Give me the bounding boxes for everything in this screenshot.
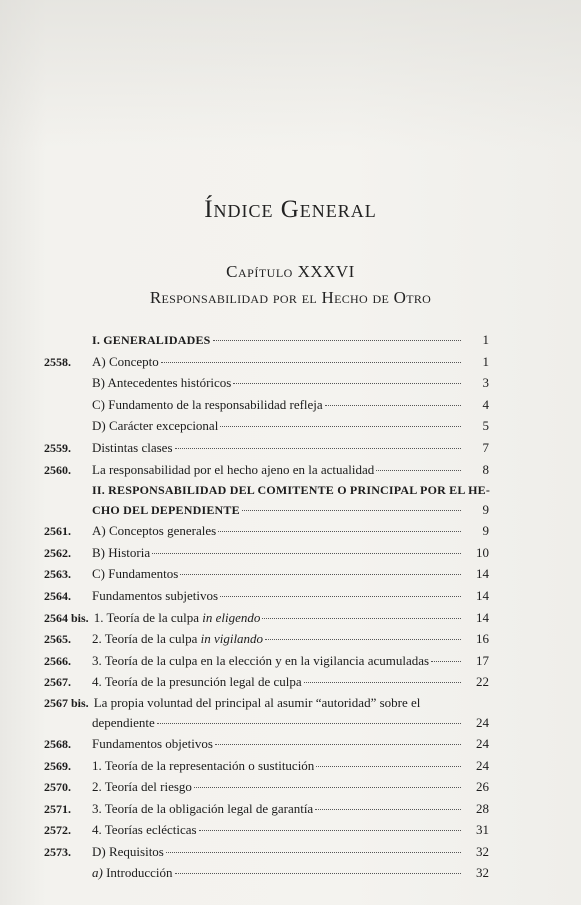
dot-leader: [161, 362, 461, 363]
entry-text: B) Historia: [92, 544, 151, 560]
toc-entry: [44, 671, 489, 693]
entry-number: 2566.: [44, 653, 71, 668]
toc-entry: [44, 415, 489, 437]
entry-text: D) Carácter excepcional: [92, 418, 219, 434]
entry-page: 9: [482, 523, 489, 539]
entry-text: 1. Teoría de la culpa in eligendo: [93, 609, 261, 625]
entry-number: 2569.: [44, 758, 71, 773]
entry-page: 32: [476, 865, 489, 881]
toc-entry: [44, 841, 489, 863]
entry-page: 1: [482, 332, 489, 347]
entry-text: 3. Teoría de la obligación legal de garantía: [92, 800, 314, 816]
toc-entry: [44, 563, 489, 585]
dot-leader: [194, 787, 461, 788]
entry-page: 16: [476, 631, 489, 647]
entry-text: 3. Teoría de la culpa en la elección y en la vigilancia acumuladas: [92, 652, 430, 668]
entry-page: 1: [482, 353, 489, 369]
dot-leader: [265, 639, 461, 640]
dot-leader: [152, 553, 461, 554]
dot-leader: [220, 596, 461, 597]
dot-leader: [376, 470, 461, 471]
entry-number: 2571.: [44, 801, 71, 816]
dot-leader: [157, 723, 461, 724]
dot-leader: [166, 852, 461, 853]
entry-text: dependiente: [92, 714, 155, 730]
entry-text: Fundamentos subjetivos: [92, 587, 219, 603]
dot-leader: [175, 873, 461, 874]
entry-text: D) Requisitos: [92, 843, 164, 859]
toc-entry: [44, 520, 489, 542]
toc-entry: [44, 329, 489, 351]
entry-page: 24: [476, 757, 489, 773]
chapter-heading: Capítulo XXXVI: [226, 262, 355, 281]
entry-text: La responsabilidad por el hecho ajeno en la actualidad: [92, 461, 375, 477]
section-heading-text: CHO DEL DEPENDIENTE: [92, 503, 240, 518]
toc-entry: [44, 755, 489, 777]
entry-text: C) Fundamentos: [92, 566, 179, 582]
toc-entry: [44, 650, 489, 672]
entry-number: 2563.: [44, 567, 71, 582]
toc-entry: [44, 372, 489, 394]
toc-entry: [44, 542, 489, 564]
entry-text: 1. Teoría de la representación o sustitución: [92, 757, 315, 773]
dot-leader: [304, 682, 461, 683]
dot-leader: [233, 383, 461, 384]
entry-page: 31: [476, 822, 489, 838]
dot-leader: [242, 510, 461, 511]
entry-number: 2564.: [44, 588, 71, 603]
toc-entry: [44, 733, 489, 755]
toc-entry: [44, 437, 489, 459]
entry-text: C) Fundamento de la responsabilidad refleja: [92, 396, 323, 412]
dot-leader: [431, 661, 461, 662]
entry-page: 22: [476, 674, 489, 690]
entry-page: 8: [482, 461, 489, 477]
toc-entry: [44, 459, 489, 481]
dot-leader: [218, 531, 461, 532]
index-title: Índice General: [204, 196, 377, 223]
dot-leader: [220, 426, 461, 427]
entry-page: 24: [476, 714, 489, 730]
entry-number: 2559.: [44, 440, 71, 455]
table-of-contents: [44, 329, 489, 884]
entry-text: 2. Teoría del riesgo: [92, 779, 192, 795]
toc-entry-line1: [44, 694, 489, 712]
entry-text: Fundamentos objetivos: [92, 735, 213, 751]
entry-text: I. GENERALIDADES: [92, 333, 211, 347]
entry-number: 2570.: [44, 780, 71, 795]
entry-number: 2567 bis.: [44, 695, 89, 710]
toc-entry: [44, 607, 489, 629]
section-heading-line1: [44, 481, 489, 499]
entry-page: 7: [482, 439, 489, 455]
entry-page: 10: [476, 544, 489, 560]
entry-text: La propia voluntad del principal al asumir “autoridad” sobre el: [93, 694, 421, 710]
toc-entry: [44, 585, 489, 607]
entry-number: 2562.: [44, 545, 71, 560]
entry-text: 4. Teorías eclécticas: [92, 822, 197, 838]
entry-number: 2561.: [44, 524, 71, 539]
entry-page: 32: [476, 843, 489, 859]
entry-page: 5: [482, 418, 489, 434]
dot-leader: [199, 830, 461, 831]
section-heading-line2: [44, 499, 489, 520]
entry-text: Distintas clases: [92, 439, 173, 455]
entry-text: A) Conceptos generales: [92, 523, 217, 539]
entry-page: 14: [476, 566, 489, 582]
entry-text: 2. Teoría de la culpa in vigilando: [92, 631, 264, 647]
section-heading-text: II. RESPONSABILIDAD DEL COMITENTE O PRINCIPAL POR EL HE-: [92, 483, 491, 498]
entry-number: 2560.: [44, 462, 71, 477]
toc-entry: [44, 862, 489, 884]
entry-text: A) Concepto: [92, 353, 159, 369]
toc-entry: [44, 351, 489, 373]
entry-number: 2565.: [44, 632, 71, 647]
entry-page: 17: [476, 652, 489, 668]
entry-page: 26: [476, 779, 489, 795]
entry-number: 2572.: [44, 823, 71, 838]
entry-page: 14: [476, 609, 489, 625]
dot-leader: [213, 340, 461, 341]
bleed-through-shadow: [0, 0, 581, 150]
toc-entry: [44, 394, 489, 416]
entry-page: 3: [482, 375, 489, 391]
dot-leader: [180, 574, 461, 575]
dot-leader: [316, 766, 461, 767]
entry-page: 28: [476, 800, 489, 816]
entry-text: 4. Teoría de la presunción legal de culpa: [92, 674, 302, 690]
entry-page: 24: [476, 735, 489, 751]
chapter-subtitle: Responsabilidad por el Hecho de Otro: [149, 288, 432, 307]
entry-number: 2558.: [44, 354, 71, 369]
dot-leader: [325, 405, 461, 406]
toc-entry: [44, 776, 489, 798]
entry-number: 2573.: [44, 844, 71, 859]
dot-leader: [315, 809, 461, 810]
entry-page: 14: [476, 587, 489, 603]
entry-number: 2568.: [44, 736, 71, 751]
dot-leader: [175, 448, 461, 449]
dot-leader: [262, 618, 461, 619]
entry-number: 2567.: [44, 675, 71, 690]
entry-page: 9: [482, 502, 489, 518]
entry-text: B) Antecedentes históricos: [92, 375, 232, 391]
toc-entry-line2: [44, 712, 489, 733]
dot-leader: [215, 744, 461, 745]
toc-entry: [44, 798, 489, 820]
entry-page: 4: [482, 396, 489, 412]
toc-entry: [44, 628, 489, 650]
toc-entry: [44, 819, 489, 841]
entry-number: 2564 bis.: [44, 610, 89, 625]
entry-text: a) Introducción: [92, 865, 173, 881]
